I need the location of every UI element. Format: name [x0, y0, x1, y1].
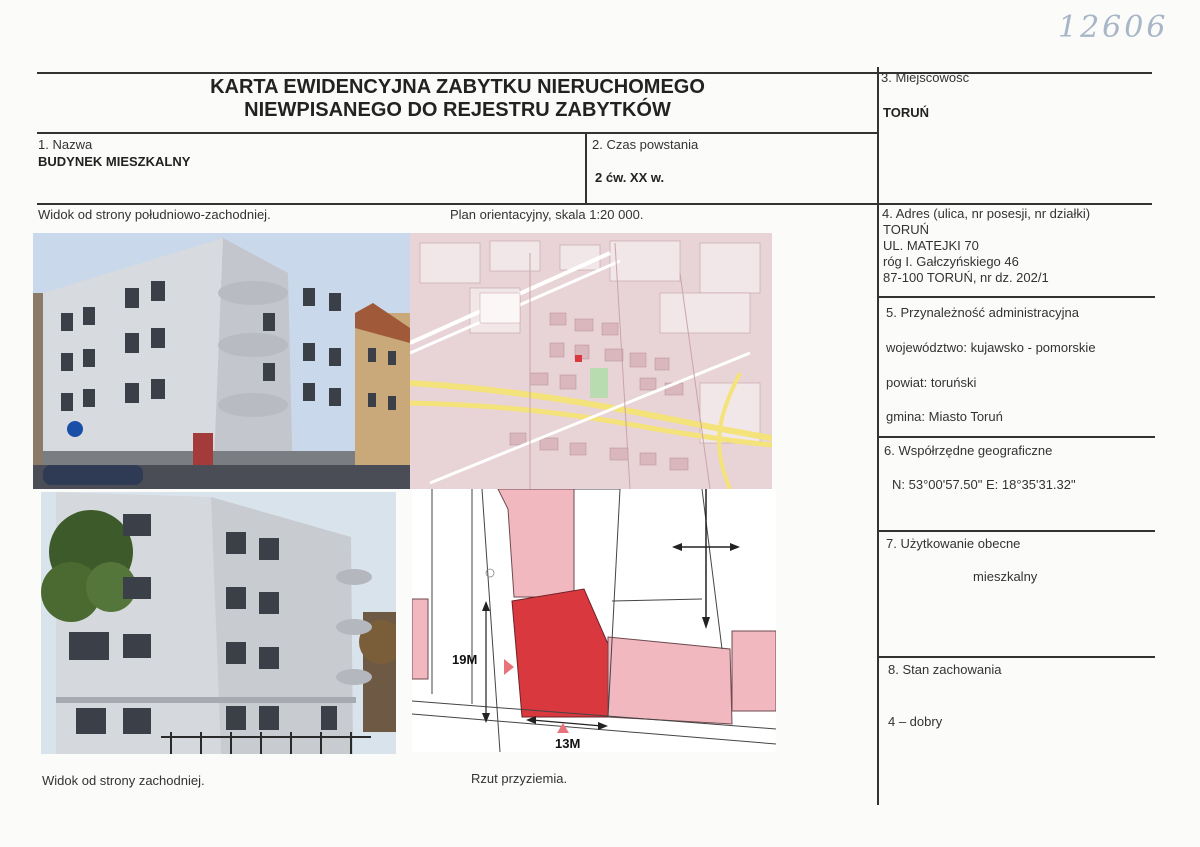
- card-title: [37, 76, 878, 122]
- dim-vertical-label: 19M: [452, 652, 478, 667]
- row1-bottom-border: [37, 203, 1152, 205]
- address-line: 87-100 TORUŃ, nr dz. 202/1: [883, 270, 1049, 285]
- coords-value: N: 53°00'57.50" E: 18°35'31.32": [892, 477, 1076, 492]
- address-line: TORUŃ: [883, 222, 929, 237]
- time-value: 2 ćw. XX w.: [595, 170, 665, 185]
- admin-county-value: toruński: [930, 375, 977, 390]
- admin-commune-label: gmina:: [886, 409, 926, 424]
- usage-value: mieszkalny: [973, 569, 1038, 584]
- admin-voivodeship-value: kujawsko - pomorskie: [970, 340, 1096, 355]
- place-value: TORUŃ: [883, 105, 929, 120]
- condition-label: 8. Stan zachowania: [888, 662, 1002, 677]
- ground-plan-drawing: [412, 489, 776, 752]
- admin-commune: [886, 409, 1003, 425]
- usage-label: 7. Użytkowanie obecne: [886, 536, 1021, 551]
- name-label: 1. Nazwa: [38, 137, 93, 152]
- card-title-line1: KARTA EWIDENCYJNA ZABYTKU NIERUCHOMEGO: [210, 76, 705, 98]
- caption-west-view: Widok od strony zachodniej.: [42, 773, 205, 788]
- address-line: róg I. Gałczyńskiego 46: [883, 254, 1019, 269]
- right-sep-5: [878, 436, 1155, 438]
- right-sep-6: [878, 530, 1155, 532]
- right-sep-4: [878, 296, 1155, 298]
- admin-commune-value: Miasto Toruń: [928, 409, 1003, 424]
- address-block: [883, 222, 1049, 286]
- top-border: [37, 72, 1152, 74]
- handwritten-catalog-number: 12606: [1058, 10, 1169, 45]
- time-label: 2. Czas powstania: [592, 137, 699, 152]
- admin-county: [886, 375, 976, 391]
- caption-plan: Plan orientacyjny, skala 1:20 000.: [450, 207, 644, 222]
- photo-southwest-view: [33, 233, 410, 489]
- address-label: 4. Adres (ulica, nr posesji, nr działki): [882, 206, 1091, 221]
- title-bottom-border: [37, 132, 878, 134]
- name-value: BUDYNEK MIESZKALNY: [38, 154, 191, 169]
- card-title-line2: NIEWPISANEGO DO REJESTRU ZABYTKÓW: [244, 99, 671, 121]
- admin-county-label: powiat:: [886, 375, 928, 390]
- caption-ground-plan: Rzut przyziemia.: [471, 771, 568, 786]
- admin-voivodeship-label: województwo:: [886, 340, 967, 355]
- dim-horizontal-label: 13M: [555, 736, 581, 751]
- condition-value: 4 – dobry: [888, 714, 943, 729]
- coords-label: 6. Współrzędne geograficzne: [884, 443, 1053, 458]
- row1-divider: [585, 132, 587, 204]
- address-line: UL. MATEJKI 70: [883, 238, 979, 253]
- map-orientation-plan: [410, 233, 772, 489]
- photo-west-view: [41, 492, 396, 754]
- admin-label: 5. Przynależność administracyjna: [886, 305, 1079, 320]
- admin-voivodeship: [886, 340, 1096, 356]
- caption-southwest-view: Widok od strony południowo-zachodniej.: [38, 207, 271, 222]
- right-sep-7: [878, 656, 1155, 658]
- place-label: 3. Miejscowość: [881, 70, 970, 85]
